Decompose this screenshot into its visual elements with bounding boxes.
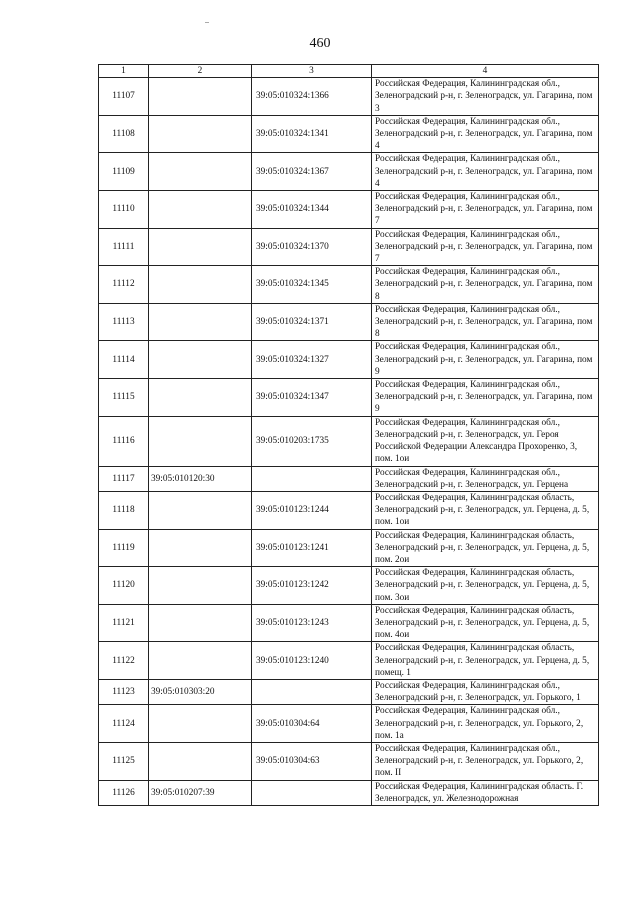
land-cadastral-number: 39:05:010207:39 [149,780,252,805]
address-cell: Российская Федерация, Калининградская обл., Зеленоградский р-н, г. Зеленоградск, ул. Горького, 1 [372,679,599,704]
building-cadastral-number: 39:05:010123:1241 [252,529,372,567]
land-cadastral-number [149,604,252,642]
address-cell: Российская Федерация, Калининградская обл., Зеленоградский р-н, г. Зеленоградск, ул. Гагарина, пом 4 [372,115,599,153]
address-cell: Российская Федерация, Калининградская обл., Зеленоградский р-н, г. Зеленоградск, ул. Гагарина, пом 7 [372,228,599,266]
land-cadastral-number [149,529,252,567]
table-row [99,78,599,116]
building-cadastral-number [252,780,372,805]
building-cadastral-number: 39:05:010324:1366 [252,78,372,116]
address-cell: Российская Федерация, Калининградская область, Зеленоградский р-н, г. Зеленоградск, ул. Герцена, д. 5, пом. 3ои [372,567,599,605]
row-number: 11116 [99,416,149,466]
building-cadastral-number: 39:05:010324:1370 [252,228,372,266]
land-cadastral-number [149,228,252,266]
land-cadastral-number [149,341,252,379]
column-header-3: 3 [252,65,372,78]
table-row [99,742,599,780]
table-row [99,153,599,191]
address-cell: Российская Федерация, Калининградская область. Г. Зеленоградск, ул. Железнодорожная [372,780,599,805]
building-cadastral-number: 39:05:010304:64 [252,705,372,743]
building-cadastral-number [252,466,372,491]
address-cell: Российская Федерация, Калининградская обл., Зеленоградский р-н, г. Зеленоградск, ул. Героя Российской Федерации Александра Прохоренко, 3, пом. 1ои [372,416,599,466]
row-number: 11123 [99,679,149,704]
page-number: 460 [309,36,331,51]
building-cadastral-number: 39:05:010324:1371 [252,303,372,341]
column-header-4: 4 [372,65,599,78]
building-cadastral-number: 39:05:010123:1242 [252,567,372,605]
land-cadastral-number [149,567,252,605]
building-cadastral-number: 39:05:010324:1345 [252,266,372,304]
address-cell: Российская Федерация, Калининградская обл., Зеленоградский р-н, г. Зеленоградск, ул. Гагарина, пом 9 [372,341,599,379]
row-number: 11124 [99,705,149,743]
table-row [99,604,599,642]
address-cell: Российская Федерация, Калининградская обл., Зеленоградский р-н, г. Зеленоградск, ул. Горького, 2, пом. II [372,742,599,780]
land-cadastral-number [149,742,252,780]
table-row [99,679,599,704]
building-cadastral-number: 39:05:010304:63 [252,742,372,780]
table-row [99,266,599,304]
row-number: 11120 [99,567,149,605]
land-cadastral-number [149,191,252,229]
registry-table [98,64,599,806]
building-cadastral-number [252,679,372,704]
row-number: 11111 [99,228,149,266]
land-cadastral-number [149,491,252,529]
column-header-2: 2 [149,65,252,78]
land-cadastral-number [149,78,252,116]
address-cell: Российская Федерация, Калининградская обл., Зеленоградский р-н, г. Зеленоградск, ул. Гагарина, пом 7 [372,191,599,229]
building-cadastral-number: 39:05:010324:1367 [252,153,372,191]
row-number: 11125 [99,742,149,780]
land-cadastral-number [149,153,252,191]
row-number: 11119 [99,529,149,567]
table-row [99,780,599,805]
table-row [99,491,599,529]
land-cadastral-number: 39:05:010303:20 [149,679,252,704]
address-cell: Российская Федерация, Калининградская область, Зеленоградский р-н, г. Зеленоградск, ул. Герцена, д. 5, помещ. 1 [372,642,599,680]
row-number: 11126 [99,780,149,805]
address-cell: Российская Федерация, Калининградская область, Зеленоградский р-н, г. Зеленоградск, ул. Герцена, д. 5, пом. 4ои [372,604,599,642]
land-cadastral-number [149,416,252,466]
row-number: 11114 [99,341,149,379]
row-number: 11108 [99,115,149,153]
address-cell: Российская Федерация, Калининградская обл., Зеленоградский р-н, г. Зеленоградск, ул. Гагарина, пом 8 [372,303,599,341]
land-cadastral-number [149,115,252,153]
row-number: 11122 [99,642,149,680]
row-number: 11115 [99,379,149,417]
table-row [99,567,599,605]
building-cadastral-number: 39:05:010203:1735 [252,416,372,466]
building-cadastral-number: 39:05:010123:1240 [252,642,372,680]
building-cadastral-number: 39:05:010324:1341 [252,115,372,153]
row-number: 11113 [99,303,149,341]
row-number: 11121 [99,604,149,642]
address-cell: Российская Федерация, Калининградская обл., Зеленоградский р-н, г. Зеленоградск, ул. Герцена [372,466,599,491]
address-cell: Российская Федерация, Калининградская область, Зеленоградский р-н, г. Зеленоградск, ул. Герцена, д. 5, пом. 1ои [372,491,599,529]
table-row [99,416,599,466]
land-cadastral-number [149,705,252,743]
row-number: 11118 [99,491,149,529]
column-header-1: 1 [99,65,149,78]
table-row [99,191,599,229]
land-cadastral-number: 39:05:010120:30 [149,466,252,491]
land-cadastral-number [149,379,252,417]
building-cadastral-number: 39:05:010324:1327 [252,341,372,379]
building-cadastral-number: 39:05:010324:1347 [252,379,372,417]
building-cadastral-number: 39:05:010123:1243 [252,604,372,642]
land-cadastral-number [149,642,252,680]
table-row [99,115,599,153]
table-row [99,642,599,680]
row-number: 11112 [99,266,149,304]
address-cell: Российская Федерация, Калининградская обл., Зеленоградский р-н, г. Зеленоградск, ул. Гагарина, пом 8 [372,266,599,304]
address-cell: Российская Федерация, Калининградская обл., Зеленоградский р-н, г. Зеленоградск, ул. Гагарина, пом 9 [372,379,599,417]
address-cell: Российская Федерация, Калининградская область, Зеленоградский р-н, г. Зеленоградск, ул. Герцена, д. 5, пом. 2ои [372,529,599,567]
row-number: 11107 [99,78,149,116]
row-number: 11110 [99,191,149,229]
table-row [99,303,599,341]
row-number: 11117 [99,466,149,491]
address-cell: Российская Федерация, Калининградская обл., Зеленоградский р-н, г. Зеленоградск, ул. Гагарина, пом 3 [372,78,599,116]
table-row [99,529,599,567]
building-cadastral-number: 39:05:010123:1244 [252,491,372,529]
table-row [99,705,599,743]
table-row [99,228,599,266]
table-row [99,466,599,491]
table-row [99,379,599,417]
address-cell: Российская Федерация, Калининградская обл., Зеленоградский р-н, г. Зеленоградск, ул. Горького, 2, пом. 1а [372,705,599,743]
row-number: 11109 [99,153,149,191]
address-cell: Российская Федерация, Калининградская обл., Зеленоградский р-н, г. Зеленоградск, ул. Гагарина, пом 4 [372,153,599,191]
scan-mark [205,22,209,23]
table-row [99,341,599,379]
building-cadastral-number: 39:05:010324:1344 [252,191,372,229]
table-header-row [99,65,599,78]
land-cadastral-number [149,266,252,304]
land-cadastral-number [149,303,252,341]
